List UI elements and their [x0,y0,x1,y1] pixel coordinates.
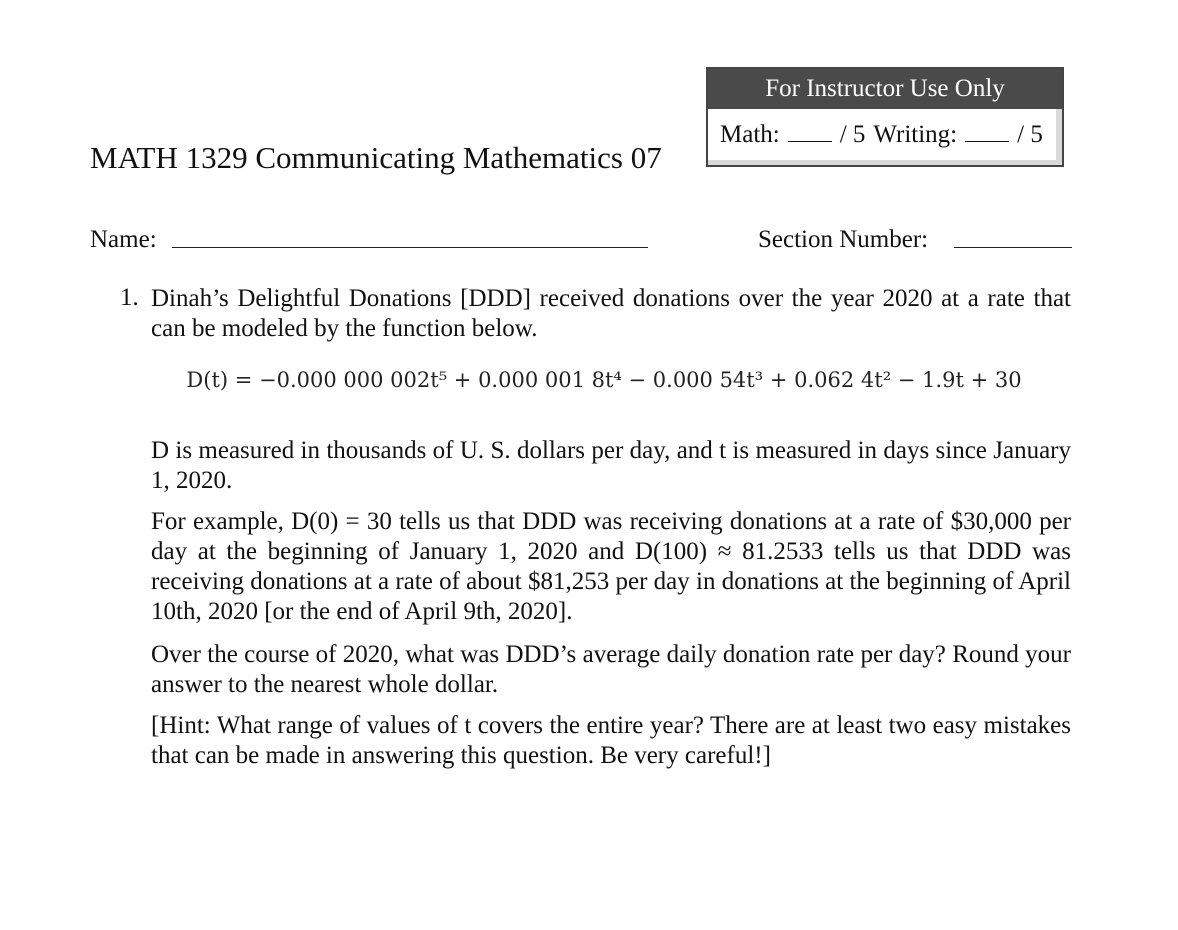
instructor-score-row [708,109,1062,165]
math-score-total: / 5 [839,120,866,148]
instructor-box-header: For Instructor Use Only [708,69,1062,109]
math-score-blank [788,127,832,142]
prompt-paragraph: Over the course of 2020, what was DDD’s average daily donation rate per day? Round your answer to the nearest whole dollar. [151,641,1071,698]
rate-equation: D(t) = −0.000 000 002t⁵ + 0.000 001 8t⁴ − 0.000 54t³ + 0.062 4t² − 1.9t + 30 [186,368,1022,392]
writing-score-label: Writing: [873,120,958,148]
question-number: 1. [120,284,139,311]
writing-score-blank [965,127,1009,142]
math-score-label: Math: [720,120,780,148]
units-paragraph: D is measured in thousands of U. S. dollars per day, and t is measured in days since January 1, 2020. [151,437,1071,494]
name-blank-line[interactable] [172,247,648,248]
example-paragraph: For example, D(0) = 30 tells us that DDD was receiving donations at a rate of $30,000 per day at the beginning of January 1, 2020 and D(100) ≈ 81.2533 tells us that DDD was receiving donations at a rate of about $81,253 per day in donations at the beginning of April 10th, 2020 [or the end of April 9th, 2020]. [151,508,1071,625]
instructor-box [706,67,1064,167]
section-number-label: Section Number: [758,226,929,253]
section-number-blank-line[interactable] [954,247,1072,248]
writing-score-total: / 5 [1017,120,1043,148]
course-title: MATH 1329 Communicating Mathematics 07 [90,140,662,175]
name-label: Name: [90,226,157,253]
question-intro: Dinah’s Delightful Donations [DDD] received donations over the year 2020 at a rate that can be modeled by the function below. [151,285,1071,342]
hint-paragraph: [Hint: What range of values of t covers the entire year? There are at least two easy mistakes that can be made in answering this question. Be very careful!] [151,712,1071,769]
